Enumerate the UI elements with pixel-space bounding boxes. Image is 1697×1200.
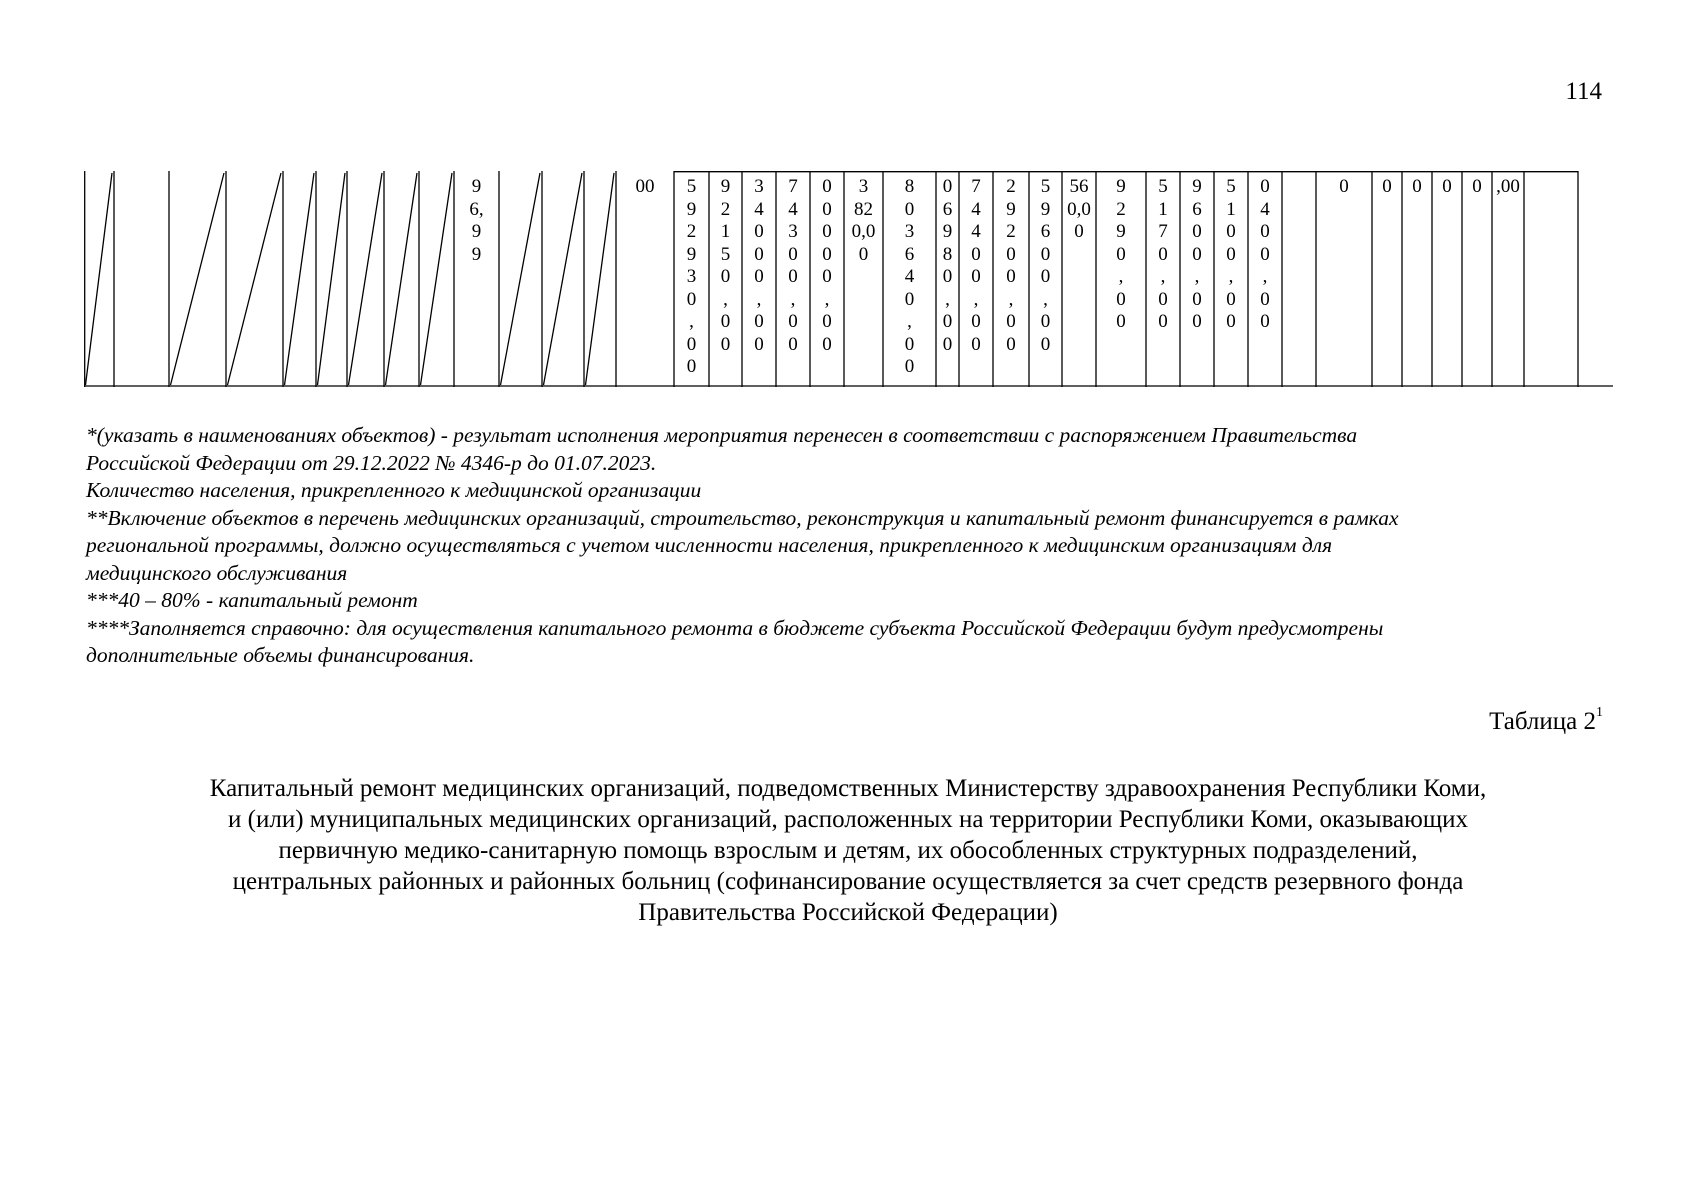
table-cell: 56 0,0 0 — [1067, 176, 1091, 242]
table-cell: 9 6 0 0 , 0 0 — [1192, 176, 1202, 332]
footnote-line: Количество населения, прикрепленного к медицинской организации — [86, 478, 702, 502]
footnote-line: **Включение объектов в перечень медицинских организаций, строительство, реконструкция и капитальный ремонт финансируется в рамках — [86, 505, 1399, 530]
table-cell: 5 1 7 0 , 0 0 — [1158, 176, 1168, 332]
cell-strike-diagonal — [421, 173, 453, 385]
table-cell: 7 4 4 0 0 , 0 0 — [971, 176, 981, 355]
table-title-line: первичную медико-санитарную помощь взрослым и детям, их обособленных структурных подразделений, — [278, 837, 1418, 864]
table-cell: 2 9 2 0 0 , 0 0 — [1006, 176, 1016, 355]
table-label-superscript: 1 — [1596, 705, 1603, 720]
table-cell: 00 — [635, 176, 655, 197]
table-cell: 9 2 9 0 , 0 0 — [1116, 176, 1126, 332]
footnotes — [86, 422, 1606, 670]
footnote-line: дополнительные объемы финансирования. — [86, 643, 475, 667]
table-cell: 0 — [1339, 176, 1349, 197]
table-title-line: центральных районных и районных больниц (софинансирование осуществляется за счет средств резервного фонда — [232, 868, 1464, 895]
table-cell: 0 — [1382, 176, 1392, 197]
fragment-table — [84, 171, 1613, 387]
cell-strike-diagonal — [586, 173, 615, 385]
footnote-line: *(указать в наименованиях объектов) - результат исполнения мероприятия перенесен в соответствии с распоряжением Правительства — [86, 423, 1358, 447]
table-cell: 9 6, 9 9 — [469, 176, 484, 265]
cell-strike-diagonal — [171, 173, 225, 385]
table-cell: 3 4 0 0 0 , 0 0 — [754, 176, 764, 355]
table-cell: 0 — [1472, 176, 1482, 197]
table-title — [85, 773, 1611, 928]
cell-strike-diagonal — [349, 173, 383, 385]
cell-strike-diagonal — [318, 173, 346, 385]
cell-strike-diagonal — [501, 173, 541, 385]
table-cell: 0 0 0 0 0 , 0 0 — [822, 176, 832, 355]
table-cell: 0 6 9 8 0 , 0 0 — [942, 176, 953, 355]
page-number: 114 — [1565, 78, 1602, 105]
table-cell: 0 4 0 0 , 0 0 — [1260, 176, 1270, 332]
table-title-line: и (или) муниципальных медицинских организаций, расположенных на территории Республики Коми, оказывающих — [228, 806, 1468, 833]
table-cell: ,00 — [1496, 176, 1520, 197]
table-title-line: Капитальный ремонт медицинских организаций, подведомственных Министерству здравоохранения Республики Коми, — [209, 775, 1487, 802]
table-cell: 8 0 3 6 4 0 , 0 0 — [904, 176, 915, 377]
cell-strike-diagonal — [386, 173, 418, 385]
cell-strike-diagonal — [228, 173, 282, 385]
table-cell: 0 — [1412, 176, 1422, 197]
table-label — [1489, 705, 1603, 736]
footnote-line: региональной программы, должно осуществляться с учетом численности населения, прикрепленного к медицинским организациям для — [86, 533, 1333, 557]
footnote-line: ***40 – 80% - капитальный ремонт — [86, 588, 418, 612]
table-title-line: Правительства Российской Федерации) — [638, 899, 1058, 926]
table-cell: 9 2 1 5 0 , 0 0 — [720, 176, 731, 355]
footnote-line: Российской Федерации от 29.12.2022 № 4346-р до 01.07.2023. — [86, 450, 657, 475]
footnote-line: ****Заполняется справочно: для осуществления капитального ремонта в бюджете субъекта Российской Федерации будут предусмотрены — [86, 615, 1384, 640]
footnote-line: медицинского обслуживания — [86, 560, 348, 585]
table-label-text: Таблица 2 — [1489, 708, 1596, 735]
cell-strike-diagonal — [544, 173, 583, 385]
table-cell: 5 9 2 9 3 0 , 0 0 — [686, 176, 697, 377]
table-cell: 3 82 0,0 0 — [851, 176, 876, 265]
table-cell: 5 1 0 0 , 0 0 — [1226, 176, 1236, 332]
cell-strike-diagonal — [86, 173, 113, 385]
table-cell: 0 — [1442, 176, 1452, 197]
cell-strike-diagonal — [285, 173, 315, 385]
table-cell: 5 9 6 0 0 , 0 0 — [1040, 176, 1051, 355]
table-cell: 7 4 3 0 0 , 0 0 — [788, 176, 798, 355]
